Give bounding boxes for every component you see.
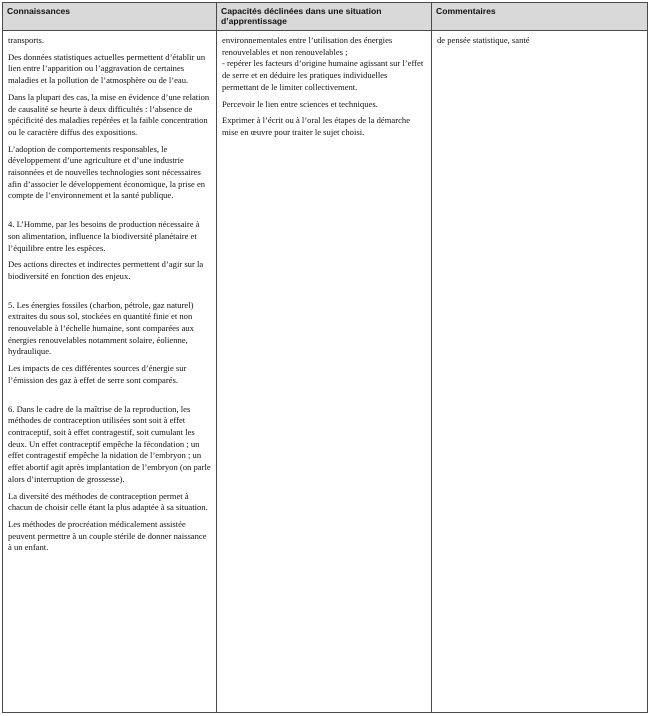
capacities-paragraph: Exprimer à l’écrit ou à l’oral les étapes de la démarche mise en œuvre pour traiter le sujet choisi.	[222, 115, 411, 137]
comments-paragraph: de pensée statistique, santé	[437, 35, 530, 45]
knowledge-paragraph: Des actions directes et indirectes permettent d’agir sur la biodiversité en fonction des enjeux.	[8, 259, 204, 281]
header-knowledge: Connaissances	[7, 6, 71, 16]
table-header-row	[3, 3, 647, 31]
knowledge-paragraph: La diversité des méthodes de contraception permet à chacun de choisir celle étant la plus adaptée à sa situation.	[8, 490, 208, 513]
header-comments: Commentaires	[436, 6, 496, 16]
knowledge-paragraph: transports.	[8, 35, 45, 45]
header-capacities: Capacités déclinées dans une situation d’apprentissage	[221, 6, 382, 26]
knowledge-cell	[3, 31, 217, 561]
knowledge-paragraph: Les impacts de ces différentes sources d’énergie sur l’émission des gaz à effet de serre sont comparés.	[8, 363, 187, 385]
knowledge-paragraph: Dans la plupart des cas, la mise en évidence d’une relation de causalité se heurte à deux difficultés : l’absence de spécificité des maladies repérées et la faible concentration ou le caractère diffus des expositions.	[8, 91, 210, 137]
comments-cell	[432, 31, 649, 54]
knowledge-paragraph: L’adoption de comportements responsables, le développement d’une agriculture et d’une industrie raisonnées et de nouvelles technologies sont nécessaires afin d’associer le développement économique, la prise en compte de l’environnement et la santé publique.	[8, 143, 206, 201]
knowledge-paragraph: Des données statistiques actuelles permettent d’établir un lien entre l’apparition ou l’aggravation de certaines maladies et la pollution de l’atmosphère ou de l’eau.	[8, 51, 206, 86]
knowledge-section-5: 5. Les énergies fossiles (charbon, pétrole, gaz naturel) extraites du sous sol, stockées en quantité finie et non renouvelable à l’échelle humaine, sont comparées aux énergies renouvelables notamment solaire, éolienne, hydraulique.	[8, 299, 194, 357]
knowledge-paragraph: Les méthodes de procréation médicalement assistée peuvent permettre à un couple stérile de donner naissance à un enfant.	[8, 518, 207, 553]
capacities-paragraph: environnementales entre l’utilisation des énergies renouvelables et non renouvelables ; - repérer les facteurs d’origine humaine agissant sur l’effet de serre et en déduire les pratiques individuelles permettant de le limiter collectivement.	[222, 35, 424, 92]
knowledge-section-6: 6. Dans le cadre de la maîtrise de la reproduction, les méthodes de contraception utilisées sont soit à effet contraceptif, soit à effet contragestif, soit cumulant les deux. Un effet contraceptif empêche la fécondation ; un effet contragestif empêche la nidation de l’embryon ; un effet abortif agit après implantation de l’embryon (on parle alors d’interruption de grossesse).	[8, 403, 211, 484]
capacities-paragraph: Percevoir le lien entre sciences et techniques.	[222, 98, 378, 109]
curriculum-table	[2, 2, 648, 713]
capacities-cell	[217, 31, 432, 146]
knowledge-section-4: 4. L’Homme, par les besoins de production nécessaire à son alimentation, influence la biodiversité planétaire et l’équilibre entre les espèces.	[8, 219, 200, 253]
